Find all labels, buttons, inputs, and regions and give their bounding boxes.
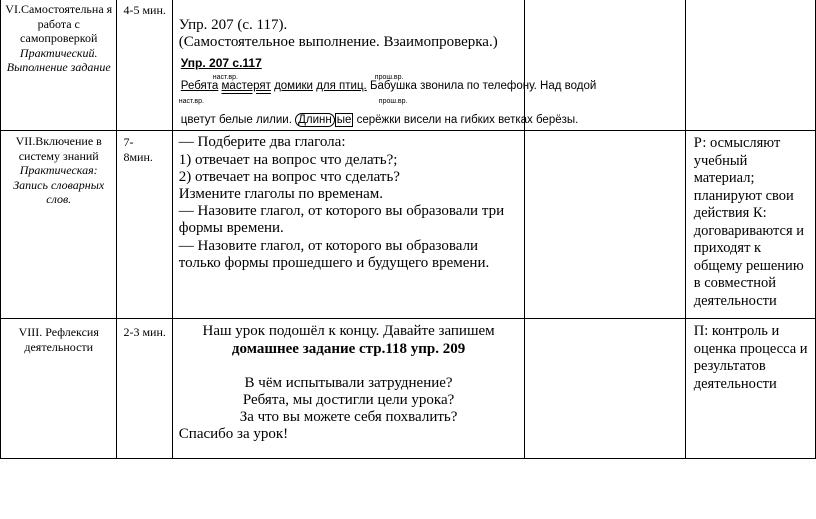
predicate-word: мастерят [221,80,271,93]
question-line: За что вы можете себя похвалить? [239,409,458,426]
table-row [1,319,816,459]
content-line: — Назовите глагол, от которого вы образовали три формы времени. [178,203,505,237]
time-cell: 4-5 мин. [117,0,172,131]
content-cell [172,319,525,459]
table-row [1,0,816,131]
content-line: Измените глаголы по временам. [178,186,384,203]
sentence-text: цветут белые лилии. [180,114,292,127]
question-line: В чём испытывали затруднение? [244,374,453,391]
grammar-note: прош.вр. [374,74,404,82]
exercise-title: Упр. 207 с.117 [180,56,262,71]
stage-subtitle: Практическая: Запись словарных слов. [13,163,105,207]
word-root-mark: Длинн [295,113,335,127]
stage-title: VII.Включение в систему знаний [15,134,102,163]
ending-mark: ые [336,114,352,127]
uud-cell: Р: осмысляют учебный материал; планируют свои действия К: договариваются и приходят к общему решению в совместной деятельности [685,131,815,319]
grammar-note: наст.вр. [178,98,204,106]
content-cell [172,131,525,319]
subject-word: Ребята [180,80,219,93]
uud-cell: П: контроль и оценка процесса и результатов деятельности [685,319,815,459]
sentence-text: серёжки висели на гибких ветках берёзы. [356,114,579,127]
object-word: для птиц. [316,80,367,93]
stage-subtitle: Практический. Выполнение задание [6,45,111,74]
content-cell [172,0,597,131]
content-line: 2) отвечает на вопрос что сделать? [178,168,400,185]
homework-line: домашнее задание стр.118 упр. 209 [231,340,466,357]
exercise-sentence [181,112,579,129]
exercise-ref: Упр. 207 (с. 117). [178,17,288,33]
thanks-line: Спасибо за урок! [178,426,289,443]
object-word: домики [274,80,313,93]
empty-cell [525,319,685,459]
stage-title: VIII. Рефлексия деятельности [18,325,99,354]
stage-title: VI.Самостоятельна я работа с самопроверкой [5,2,113,45]
stage-cell [1,0,117,131]
content-line: — Назовите глагол, от которого вы образовали только формы прошедшего и будущего времени. [178,237,490,271]
content-line: 1) отвечает на вопрос что делать?; [178,151,398,168]
stage-cell [1,131,117,319]
question-line: Ребята, мы достигли цели урока? [242,392,455,409]
empty-cell [525,0,685,131]
time-cell: 7- 8мин. [117,131,172,319]
exercise-image [178,55,597,130]
uud-cell [685,0,815,131]
exercise-instruction: (Самостоятельное выполнение. Взаимопроверка.) [178,34,498,51]
content-line: Наш урок подошёл к концу. Давайте запишем [202,323,495,340]
table-row [1,131,816,319]
time-cell: 2-3 мин. [117,319,172,459]
grammar-note: прош.вр. [378,98,408,106]
grammar-note: наст.вр. [212,74,238,82]
content-line: — Подберите два глагола: [178,134,346,151]
empty-cell [525,131,685,319]
stage-cell [1,319,117,459]
sentence-text: Бабушка звонила по телефону. Над водой [369,80,597,93]
